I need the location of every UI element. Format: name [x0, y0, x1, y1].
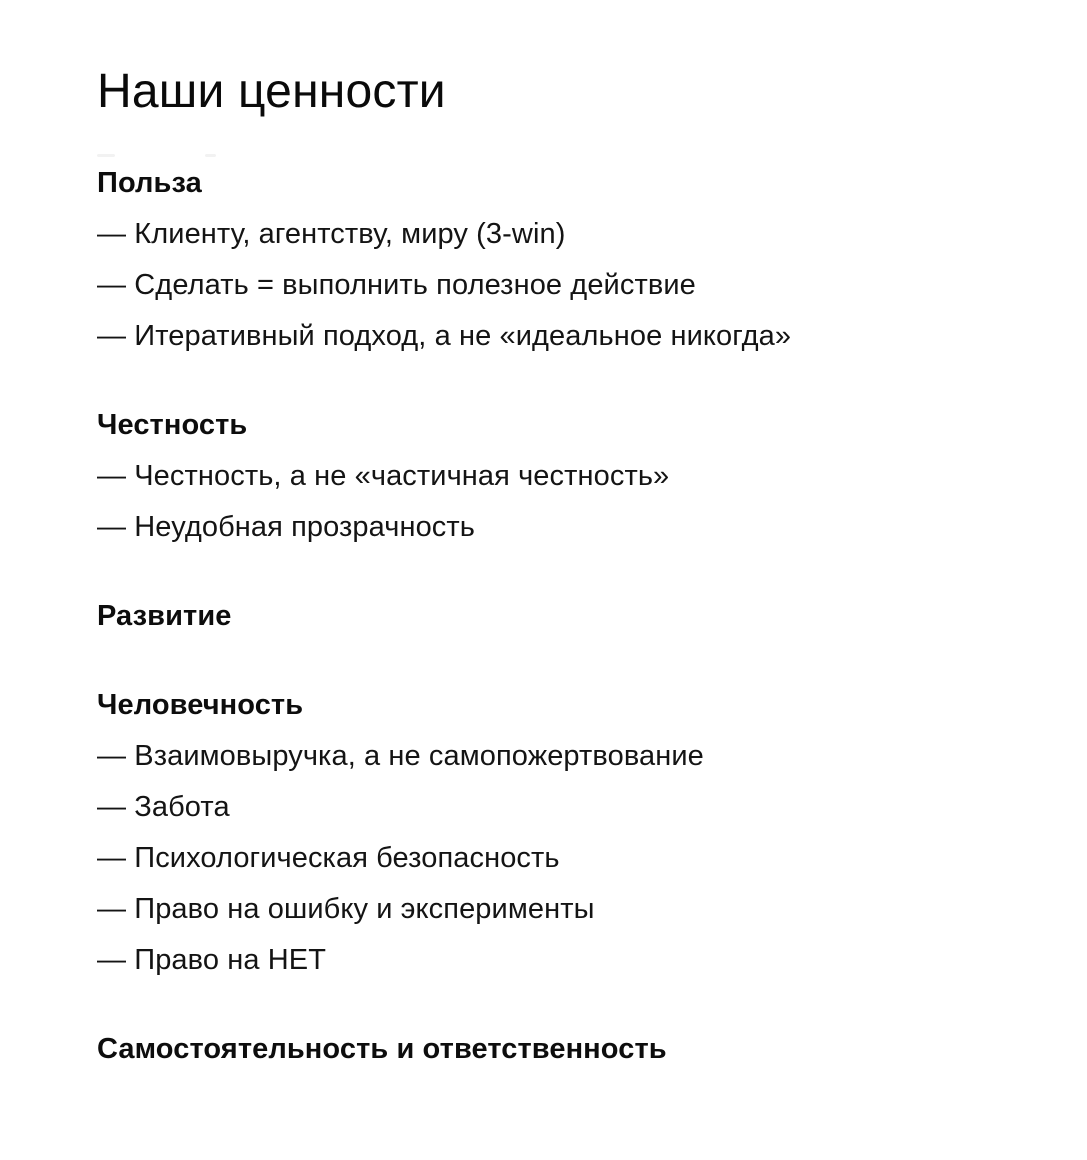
value-section-chestnost	[97, 409, 997, 543]
section-heading: Развитие	[97, 600, 232, 632]
values-list	[97, 167, 997, 1065]
section-heading: Честность	[97, 409, 248, 441]
value-section-samostoyatelnost	[97, 1033, 997, 1065]
value-item: — Неудобная прозрачность	[97, 511, 475, 543]
value-item: — Итеративный подход, а не «идеальное никогда»	[97, 320, 792, 352]
value-item: — Взаимовыручка, а не самопожертвование	[97, 740, 704, 772]
value-section-chelovechnost	[97, 689, 997, 976]
value-item: — Психологическая безопасность	[97, 842, 560, 874]
value-item: — Честность, а не «частичная честность»	[97, 460, 670, 492]
section-heading: Самостоятельность и ответственность	[97, 1033, 667, 1065]
section-heading: Польза	[97, 167, 202, 199]
value-item: — Право на НЕТ	[97, 944, 327, 976]
value-section-razvitie	[97, 600, 997, 632]
ghost-artifact-line	[205, 154, 216, 157]
section-heading: Человечность	[97, 689, 304, 721]
page-title: Наши ценности	[97, 65, 446, 118]
ghost-artifact-line	[97, 154, 115, 157]
value-item: — Право на ошибку и эксперименты	[97, 893, 595, 925]
value-item: — Клиенту, агентству, миру (3-win)	[97, 218, 566, 250]
value-item: — Сделать = выполнить полезное действие	[97, 269, 696, 301]
value-section-polza	[97, 167, 997, 352]
value-item: — Забота	[97, 791, 230, 823]
